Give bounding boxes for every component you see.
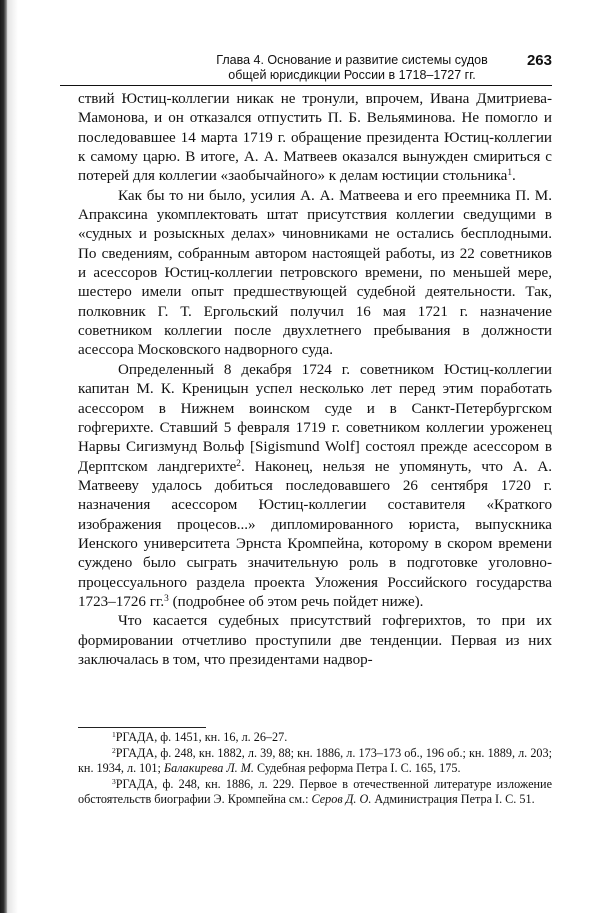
- footnote-text: РГАДА, ф. 248, кн. 1886, л. 229. Первое в отечественной литературе изложение обстоятельств биографии Э. Кромпейна см.:: [78, 776, 552, 806]
- footnotes: [78, 727, 552, 808]
- footnote-author-italic: Балакирева Л. М.: [163, 761, 254, 775]
- header-rule: [60, 85, 552, 86]
- paragraph: [78, 361, 552, 612]
- footnote: [78, 746, 552, 777]
- footnote-ref: 3: [164, 593, 169, 604]
- running-head-line-2: общей юрисдикции России в 1718–1727 гг.: [228, 68, 476, 82]
- text-run: (подробнее об этом речь пойдет ниже).: [168, 593, 424, 610]
- gutter-shadow: [8, 0, 18, 913]
- paragraph: [78, 187, 552, 361]
- body-text: [78, 90, 552, 670]
- footnote: [78, 730, 552, 746]
- text-run: ствий Юстиц-коллегии никак не тронули, впрочем, Ивана Дмитриева-Мамонова, и он отказался отпустить П. Б. Вельяминова. Не помогло и последовавшее 14 марта 1719 г. обращение президента Юстиц-коллегии к самому царю. В итоге, А. А. Матвеев оказался вынужден смириться с потерей для коллегии «заобычайного» к делам юстиции стольника: [78, 91, 552, 185]
- footnote-text: Администрация Петра I. С. 51.: [371, 792, 535, 806]
- text-run: Что касается судебных присутствий гофгерихтов, то при их формировании отчетливо проступили две тенденции. Первая из них заключалась в том, что президентами надвор-: [78, 613, 552, 668]
- footnote-number: 1: [112, 729, 116, 739]
- footnote-text: РГАДА, ф. 1451, кн. 16, л. 26–27.: [115, 730, 288, 744]
- text-run: Как бы то ни было, усилия А. А. Матвеева и его преемника П. М. Апраксина укомплектовать штат присутствия коллегии сведущими в «судных и розыскных делах» чиновниками не остались бесплодными. По сведениям, собранным автором настоящей работы, из 22 советников и асессоров Юстиц-коллегии петровского времени, по меньшей мере, шестеро имели опыт предшествующей судебной деятельности. Так, полковник Г. Т. Ергольский получил 16 мая 1721 г. назначение советником коллегии после двухлетнего пребывания в должности асессора Московского надворного суда.: [78, 187, 552, 359]
- footnote-ref: 1: [507, 168, 512, 179]
- footnote-author-italic: Серов Д. О.: [311, 792, 372, 806]
- page-number: 263: [526, 52, 552, 69]
- paragraph: [78, 90, 552, 187]
- footnote-text: Судебная реформа Петра I. С. 165, 175.: [253, 761, 461, 775]
- footnote: [78, 777, 552, 808]
- text-run: . Наконец, нельзя не упомянуть, что А. А. Матвееву удалось добиться последовавшего 26 сентября 1720 г. назначения асессором Юстиц-коллегии составителя «Краткого изображения процесов...» дипломированного юриста, выпускника Иенского университета Эрнста Кромпейна, которому в скором времени суждено было сыграть значительную роль в подготовке уголовно-процессуального раздела проекта Уложения Российского государства 1723–1726 гг.: [78, 458, 552, 610]
- footnote-rule: [78, 727, 206, 728]
- footnote-number: 2: [112, 745, 116, 755]
- page-header: [60, 50, 552, 92]
- paragraph: [78, 612, 552, 670]
- running-head: [162, 53, 542, 83]
- book-binding-edge: [0, 0, 8, 913]
- text-run: Определенный 8 декабря 1724 г. советником Юстиц-коллегии капитан М. К. Креницын успел несколько лет перед этим поработать асессором в Нижнем воинском суде и в Санкт-Петербургском гофгерихте. Ставший 5 февраля 1719 г. советником коллегии уроженец Нарвы Сигизмунд Вольф [Sigismund Wolf] состоял прежде асессором в Дерптском ландгерихте: [78, 361, 552, 475]
- footnote-text: РГАДА, ф. 248, кн. 1882, л. 39, 88; кн. 1886, л. 173–173 об., 196 об.; кн. 1889, л. 203; кн. 1934, л. 101;: [78, 745, 552, 775]
- text-run: .: [512, 168, 516, 185]
- footnote-ref: 2: [236, 458, 241, 469]
- footnote-number: 3: [112, 776, 116, 786]
- running-head-line-1: Глава 4. Основание и развитие системы судов: [216, 53, 488, 67]
